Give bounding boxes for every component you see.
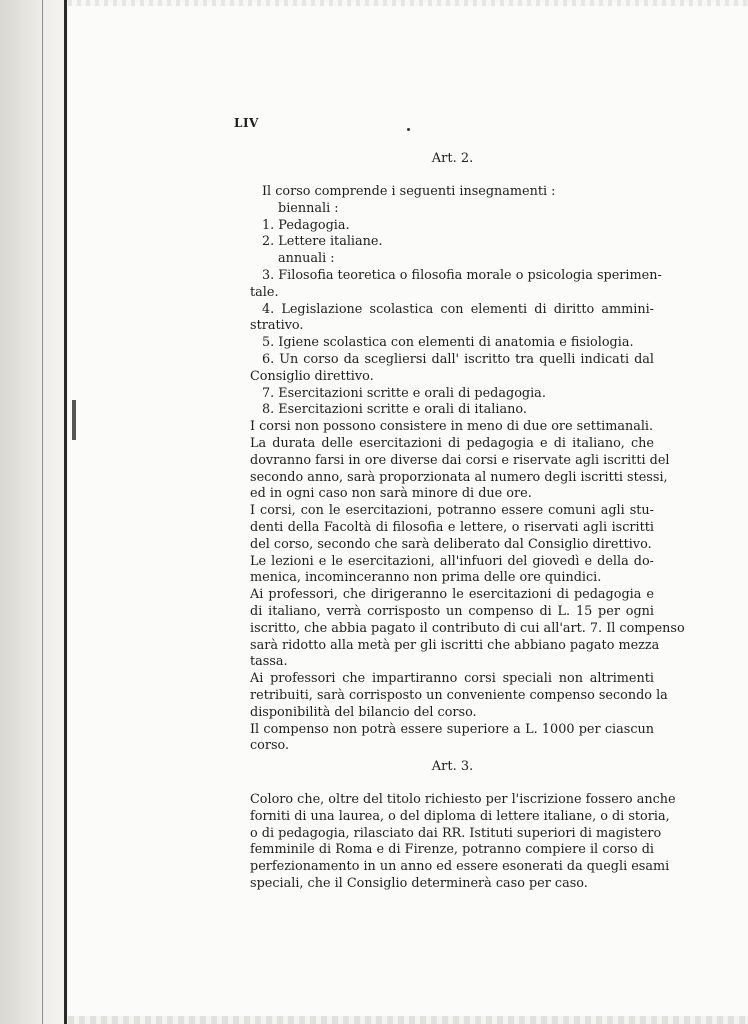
text-line: biennali : (278, 200, 339, 216)
text-line: retribuiti, sarà corrisposto un conveniente compenso secondo la (250, 687, 668, 703)
text-line: perfezionamento in un anno ed essere esonerati da quegli esami (250, 859, 670, 875)
text-line: 5. Igiene scolastica con elementi di anatomia e fisiologia. (262, 335, 634, 351)
text-line: 6. Un corso da scegliersi dall' iscritto tra quelli indicati dal (262, 351, 654, 367)
text-line: ed in ogni caso non sarà minore di due ore. (250, 486, 532, 502)
text-line: o di pedagogia, rilasciato dai RR. Istituti superiori di magistero (250, 825, 662, 841)
text-line: forniti di una laurea, o del diploma di lettere italiane, o di storia, (250, 808, 670, 824)
text-line: denti della Facoltà di filosofia e lettere, o riservati agli iscritti (250, 519, 654, 535)
text-line: 7. Esercitazioni scritte e orali di pedagogia. (262, 385, 546, 401)
text-line: di italiano, verrà corrisposto un compenso di L. 15 per ogni (250, 603, 654, 619)
text-line: iscritto, che abbia pagato il contributo di cui all'art. 7. Il compenso (250, 620, 685, 636)
article-3-body (250, 792, 676, 893)
text-line: 3. Filosofia teoretica o filosofia morale o psicologia sperimen- (262, 267, 662, 283)
text-line: 8. Esercitazioni scritte e orali di italiano. (262, 402, 527, 418)
text-line: femminile di Roma e di Firenze, potranno compiere il corso di (250, 842, 654, 858)
article-2-heading: Art. 2. (431, 151, 474, 166)
text-line: 1. Pedagogia. (262, 217, 350, 233)
text-line: tassa. (250, 654, 288, 670)
text-line: sarà ridotto alla metà per gli iscritti che abbiano pagato mezza (250, 637, 660, 653)
article-2-body (250, 184, 685, 755)
page-number: LIV (234, 116, 259, 130)
text-line: secondo anno, sarà proporzionata al numero degli iscritti stessi, (250, 469, 668, 485)
text-line: 2. Lettere italiane. (262, 234, 383, 250)
text-line: annuali : (278, 251, 335, 267)
article-3-heading: Art. 3. (431, 759, 474, 774)
text-line: I corsi non possono consistere in meno di due ore settimanali. (250, 419, 654, 435)
text-line: speciali, che il Consiglio determinerà caso per caso. (250, 875, 588, 891)
text-line: tale. (250, 284, 279, 300)
text-line: Le lezioni e le esercitazioni, all'infuori del giovedì e della do- (250, 553, 654, 569)
text-line: 4. Legislazione scolastica con elementi di diritto ammini- (262, 301, 654, 317)
binding-edge (64, 0, 67, 1024)
text-line: strativo. (250, 318, 304, 334)
text-line: Coloro che, oltre del titolo richiesto per l'iscrizione fossero anche (250, 792, 676, 807)
text-line: La durata delle esercitazioni di pedagogia e di italiano, che (250, 435, 654, 451)
scan-mark (72, 400, 76, 440)
text-line: Ai professori che impartiranno corsi speciali non altrimenti (250, 671, 654, 687)
text-line: Consiglio direttivo. (250, 368, 374, 384)
text-line: I corsi, con le esercitazioni, potranno essere comuni agli stu- (250, 503, 654, 519)
book-spine-shadow (0, 0, 68, 1024)
scan-bottom-edge (68, 1016, 748, 1024)
text-line: Ai professori, che dirigeranno le esercitazioni di pedagogia e (250, 587, 654, 603)
binding-edge-line (42, 0, 43, 1024)
print-dot (407, 128, 410, 131)
text-line: dovranno farsi in ore diverse dai corsi e riservate agli iscritti del (250, 452, 670, 468)
text-line: disponibilità del bilancio del corso. (250, 704, 477, 720)
text-line: corso. (250, 738, 290, 754)
scan-top-edge (68, 0, 748, 6)
text-line: Il corso comprende i seguenti insegnamenti : (262, 184, 556, 199)
text-line: menica, incominceranno non prima delle ore quindici. (250, 570, 602, 586)
text-line: Il compenso non potrà essere superiore a L. 1000 per ciascun (250, 721, 654, 737)
text-line: del corso, secondo che sarà deliberato dal Consiglio direttivo. (250, 536, 652, 552)
